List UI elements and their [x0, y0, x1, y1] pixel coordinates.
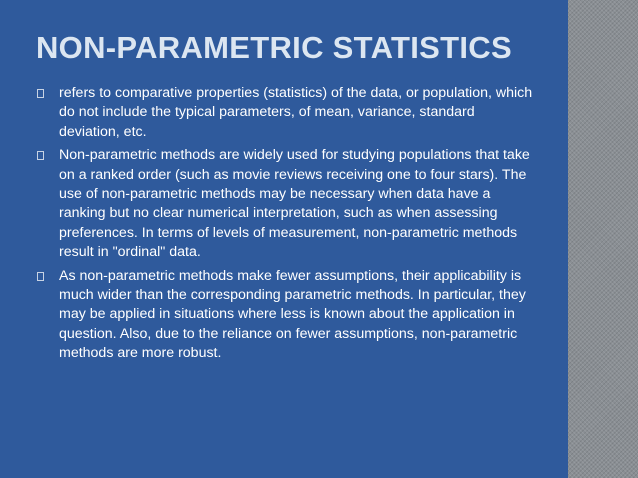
- bullet-item-3: [36, 267, 536, 364]
- bullet-item-1: [36, 84, 536, 142]
- bullet-text-2: Non-parametric methods are widely used for studying populations that take on a ranked order (such as movie reviews receiving one to four stars). The use of non-parametric methods may be necessary when data have a ranking but no clear numerical interpretation, such as when assessing preferences. In terms of levels of measurement, non-parametric methods result in "ordinal" data.: [59, 147, 530, 261]
- decorative-side-strip: [568, 0, 638, 478]
- bullet-square-icon: [37, 151, 44, 160]
- bullet-square-icon: [37, 89, 44, 98]
- slide-title: NON-PARAMETRIC STATISTICS: [36, 30, 512, 65]
- bullet-item-2: [36, 146, 536, 262]
- bullet-list: [36, 84, 536, 368]
- bullet-text-1: refers to comparative properties (statistics) of the data, or population, which do not include the typical parameters, of mean, variance, standard deviation, etc.: [59, 85, 533, 140]
- bullet-text-3: As non-parametric methods make fewer assumptions, their applicability is much wider than the corresponding parametric methods. In particular, they may be applied in situations where less is known about the application in question. Also, due to the reliance on fewer assumptions, non-parametric methods are more robust.: [59, 267, 526, 362]
- bullet-square-icon: [37, 272, 44, 281]
